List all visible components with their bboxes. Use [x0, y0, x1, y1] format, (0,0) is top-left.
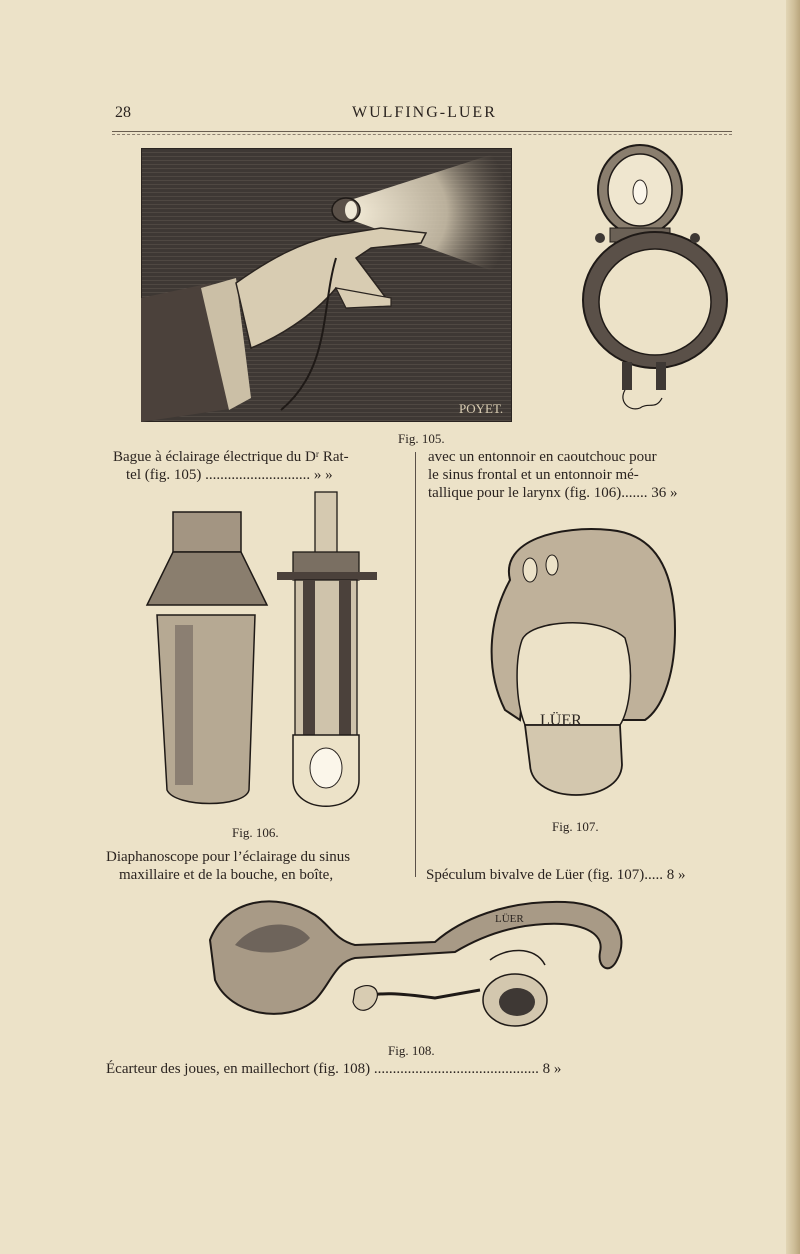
entonnoir-entry-line3: tallique pour le larynx (fig. 106)....... 36 » — [428, 485, 678, 501]
fig108-cheek-retractor — [205, 890, 630, 1040]
header-rule — [112, 131, 732, 132]
fig107-caption: Fig. 107. — [552, 819, 599, 834]
header-rule-wavy — [112, 134, 732, 135]
diaphano-entry-line2: maxillaire et de la bouche, en boîte, — [119, 867, 334, 883]
fig108-stamp-text: LÜER — [495, 913, 524, 925]
fig105-signature-text: POYET. — [459, 401, 504, 416]
fig108-caption: Fig. 108. — [388, 1043, 435, 1058]
fig107-stamp-text: LÜER — [540, 712, 582, 729]
speculum-entry-line: Spéculum bivalve de Lüer (fig. 107)..... 8 » — [426, 867, 686, 883]
column-divider — [415, 452, 416, 877]
ecarteur-entry-line: Écarteur des joues, en maillechort (fig. 108) ............................................ 8 » — [106, 1061, 562, 1077]
page-gutter — [786, 0, 800, 1254]
fig105-ring-device — [560, 140, 730, 420]
entonnoir-entry-line1: avec un entonnoir en caoutchouc pour — [428, 449, 657, 465]
fig106-diaphanoscope — [145, 490, 385, 820]
fig105-engraving — [141, 148, 512, 422]
page-number: 28 — [115, 104, 131, 121]
bague-entry-line1: Bague à éclairage électrique du Dʳ Rat- — [113, 449, 349, 465]
running-title: WULFING-LUER — [352, 104, 497, 121]
fig107-speculum — [470, 520, 685, 810]
diaphano-entry-line1: Diaphanoscope pour l’éclairage du sinus — [106, 849, 351, 865]
bague-entry-line2: tel (fig. 105) ............................ » » — [126, 467, 333, 483]
fig106-caption: Fig. 106. — [232, 825, 279, 840]
entonnoir-entry-line2: le sinus frontal et un entonnoir mé- — [428, 467, 639, 483]
fig105-caption: Fig. 105. — [398, 431, 445, 446]
